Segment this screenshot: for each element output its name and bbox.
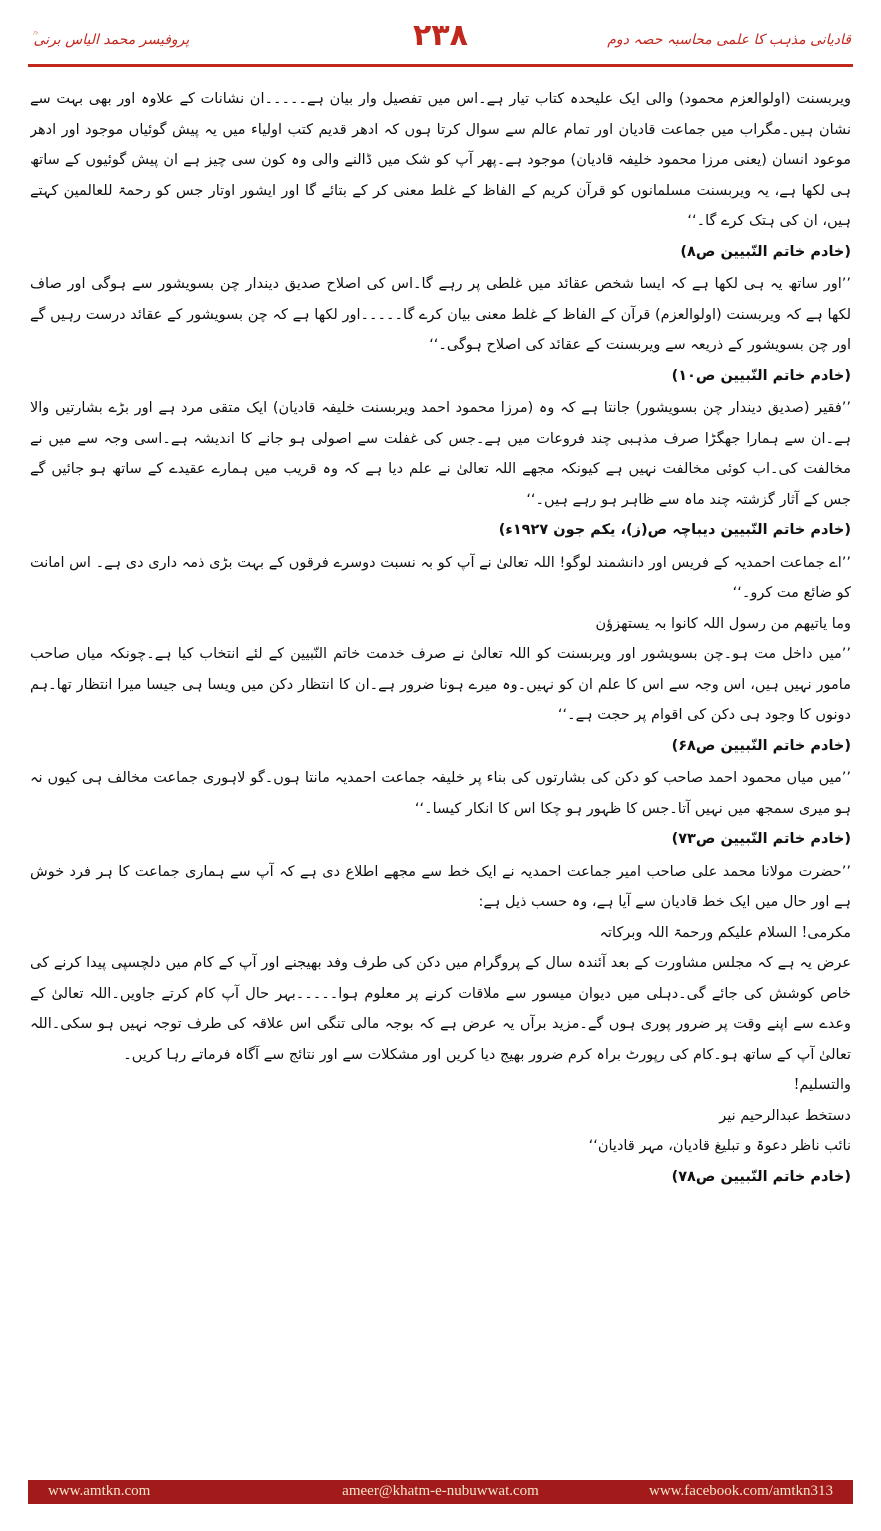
paragraph-5-text: ’’میں میاں محمود احمد صاحب کو دکن کی بشارتوں کی بناء پر خلیفہ جماعت احمدیہ مانتا ہوں۔گو لاہوری جماعت مخالف ہی کیوں نہ ہو میری سمجھ میں نہیں آتا۔جس کا ظہور ہو چکا اس کا انکار کیسا۔‘‘ bbox=[30, 770, 851, 817]
paragraph-2 bbox=[30, 269, 851, 391]
page-footer bbox=[28, 1480, 853, 1504]
paragraph-4b-text: ’’میں داخل مت ہو۔چن بسویشور اور ویربسنت کو اللہ تعالیٰ نے صرف خدمت خاتم النّبیین کے لئے انتخاب کیا ہے۔چونکہ میاں صاحب مامور نہیں ہیں، اس وجہ سے اس کا علم ان کو نہیں۔وہ میرے ہونا ضرور ہے۔ان کا انتظار دکن میں ویسا ہی جیسا میرا انتظار تھا۔ہم دونوں کا وجود ہی دکن کی اقوام پر حجت ہے۔‘‘ bbox=[30, 646, 851, 723]
paragraph-6 bbox=[30, 857, 851, 1193]
reference-1: (خادم خاتم النّبیین ص۸) bbox=[680, 243, 851, 260]
paragraph-3 bbox=[30, 393, 851, 546]
reference-5: (خادم خاتم النّبیین ص۷۳) bbox=[671, 831, 851, 847]
reference-2: (خادم خاتم النّبیین ص۱۰) bbox=[671, 367, 851, 384]
quranic-verse: وما یاتیھم من رسول اللہ کانوا بہ یستھزؤن bbox=[595, 615, 851, 632]
letter-greeting: مکرمی! السلام علیکم ورحمۃ اللہ وبرکاتہ bbox=[599, 924, 851, 941]
paragraph-3-text: ’’فقیر (صدیق دیندار چن بسویشور) جانتا ہے کہ وہ (مرزا محمود احمد ویربسنت خلیفہ قادیان) ایک متقی مرد ہے اور بڑے بشارتیں والا ہے۔ان سے ہمارا جھگڑا صرف مذہبی چند فروعات میں ہے۔جس کی غفلت سے اصولی ہو جانے کا اندیشہ ہے۔اسی وجہ سے میں نے مخالفت کی۔اب کوئی مخالفت نہیں ہے کیونکہ مجھے اللہ تعالیٰ نے علم دیا ہے کہ وہ قریب میں ہمارے عقیدے کے ساتھ ہو جائیں گے جس کے آثار گزشتہ چند ماہ سے ظاہر ہو رہے ہیں۔‘‘ bbox=[30, 400, 851, 508]
page-header bbox=[28, 18, 853, 62]
reference-8: (خادم خاتم النّبیین ص۷۸) bbox=[671, 1168, 851, 1185]
header-divider bbox=[28, 64, 853, 67]
footer-facebook-link[interactable]: www.facebook.com/amtkn313 bbox=[649, 1483, 833, 1499]
letter-signature: دستخط عبدالرحیم نیر bbox=[719, 1107, 851, 1124]
header-author: پروفیسر محمد الیاس برنی ؒ bbox=[30, 32, 190, 48]
paragraph-4-text: ’’اے جماعت احمدیہ کے فریس اور دانشمند لوگو! اللہ تعالیٰ نے آپ کو بہ نسبت دوسرے فرقوں کے بہت بڑی ذمہ داری دی ہے۔ اس امانت کو ضائع مت کرو۔‘‘ bbox=[30, 554, 851, 601]
page-number: ۲۳۸ bbox=[413, 18, 468, 53]
paragraph-4 bbox=[30, 548, 851, 762]
paragraph-1 bbox=[30, 84, 851, 267]
letter-sender: نائب ناظر دعوۃ و تبلیغ قادیان، مہر قادیان‘‘ bbox=[588, 1138, 851, 1154]
footer-email-link[interactable]: ameer@khatm-e-nubuwwat.com bbox=[342, 1483, 539, 1499]
paragraph-2-text: ’’اور ساتھ یہ ہی لکھا ہے کہ ایسا شخص عقائد میں غلطی پر رہے گا۔اس کی اصلاح صدیق دیندار چن بسویشور سے ہوگی اور صاف لکھا ہے کہ ویربسنت (اولوالعزم) قرآن کے الفاظ کے غلط معنی بیان کرے گا۔۔۔۔۔اور لکھا ہے کہ چن بسویشور کے عقائد درست رہیں گے اور چن بسویشور کے ذریعہ سے ویربسنت کے عقائد کی اصلاح ہوگی۔‘‘ bbox=[30, 276, 851, 353]
header-book-title: قادیانی مذہب کا علمی محاسبہ حصہ دوم bbox=[607, 32, 851, 48]
footer-website-link[interactable]: www.amtkn.com bbox=[48, 1483, 151, 1499]
letter-body: عرض یہ ہے کہ مجلس مشاورت کے بعد آئندہ سال کے پروگرام میں دکن کی طرف وفد بھیجنے اور آپ کے کام میں دلچسپی پیدا کرنے کی خاص کوشش کی جائے گی۔دہلی میں دیوان میسور سے ملاقات کرنے پر معلوم ہوا۔۔۔۔۔بہر حال آپ کام کرتے جاویں۔اللہ تعالیٰ کے وعدے سے اپنے وقت پر ضرور پوری ہوں گے۔مزید برآں یہ عرض ہے کہ بوجہ مالی تنگی اس علاقہ کی طرف توجہ نہیں ہو سکی۔اللہ تعالیٰ آپ کے ساتھ ہو۔کام کی رپورٹ براہ کرم ضرور بھیج دیا کریں اور مشکلات سے اور نتائج سے آگاہ فرماتے رہا کریں۔ bbox=[30, 955, 851, 1063]
letter-closing: والتسلیم! bbox=[793, 1077, 851, 1093]
reference-4: (خادم خاتم النّبیین ص۶۸) bbox=[671, 737, 851, 754]
paragraph-6-text: ’’حضرت مولانا محمد علی صاحب امیر جماعت احمدیہ نے ایک خط سے مجھے اطلاع دی ہے کہ آپ سے ہماری جماعت کا ہر فرد خوش ہے اور حال میں ایک خط قادیان سے آیا ہے، وہ حسب ذیل ہے: bbox=[30, 863, 851, 910]
paragraph-1-text: ویربسنت (اولوالعزم محمود) والی ایک علیحدہ کتاب تیار ہے۔اس میں تفصیل وار بیان ہے۔۔۔۔۔ان نشانات کے علاوہ اور بھی بہت سے نشان ہیں۔مگراب میں جماعت قادیان اور تمام عالم سے سوال کرتا ہوں کہ ادھر قدیم کتب اولیاء میں یہ پیش گوئیاں موجود اور ادھر موعود انسان (یعنی مرزا محمود خلیفہ قادیان) موجود ہے۔پھر آپ کو شک میں ڈالنے والی وہ کون سی چیز ہے ان پیش گوئیوں کے ساتھ ہی لکھا ہے، یہ ویربسنت مسلمانوں کو قرآن کریم کے الفاظ کے غلط معنی کر کے بتائے گا اور ایشور اوتار جس کو رحمۃ للعالمین کہتے ہیں، ان کی ہتک کرے گا۔‘‘ bbox=[30, 91, 851, 229]
reference-3: (خادم خاتم النّبیین دیباچہ ص(ز)، یکم جون ۱۹۲۷ء) bbox=[498, 522, 851, 538]
paragraph-5 bbox=[30, 763, 851, 855]
page-body bbox=[30, 84, 851, 1414]
